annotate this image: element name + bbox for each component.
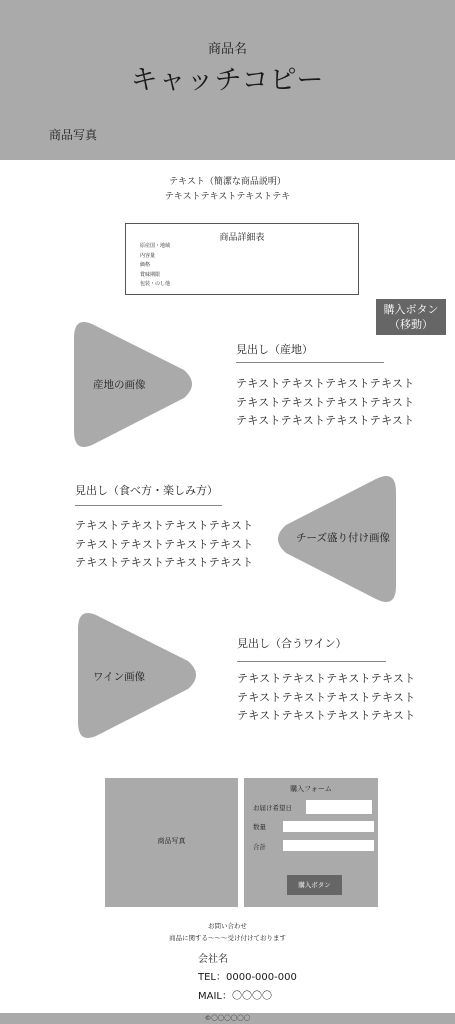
section-heading-origin: 見出し（産地） [236, 343, 313, 356]
buy-button-floating[interactable] [376, 299, 446, 335]
cheese-image-label: チーズ盛り付け画像 [296, 532, 390, 544]
detail-item: 内容量 [140, 252, 156, 259]
origin-image-label: 産地の画像 [93, 379, 146, 391]
hero-photo-label: 商品写真 [49, 128, 98, 142]
quantity-input[interactable] [283, 821, 374, 832]
hero-banner [0, 0, 455, 160]
total-label: 合計 [253, 843, 266, 851]
text-line: テキストテキストテキストテキスト [237, 690, 416, 704]
product-photo-label: 商品写真 [157, 837, 186, 845]
delivery-date-label: お届け希望日 [253, 804, 292, 812]
form-title: 購入フォーム [290, 785, 332, 793]
detail-item: 原産国・地域 [140, 243, 171, 249]
text-line: テキストテキストテキストテキスト [75, 556, 254, 569]
buy-button-sublabel: （移動） [389, 318, 433, 331]
detail-item: 価格 [140, 262, 151, 268]
purchase-submit-button[interactable]: 購入ボタン [287, 875, 342, 895]
detail-item: 賞味期限 [140, 271, 161, 278]
footer-copyright: ©〇〇〇〇〇〇 [0, 1013, 455, 1024]
company-name: 会社名 [198, 954, 228, 965]
company-mail[interactable]: MAIL：〇〇〇〇 [198, 991, 272, 1002]
catch-copy: キャッチコピー [130, 65, 325, 96]
section-text-enjoy [75, 517, 253, 573]
detail-list [140, 242, 170, 290]
contact-title: お問い合わせ [208, 922, 247, 930]
total-field [283, 840, 374, 851]
buy-button-label: 購入ボタン [383, 303, 439, 316]
contact-subtitle: 商品に関する〜〜〜受け付けております [169, 934, 286, 942]
text-line: テキストテキストテキストテキスト [236, 395, 415, 409]
description-line-1: テキスト（簡潔な商品説明） [169, 177, 286, 187]
product-detail-table [125, 223, 359, 295]
text-line: テキストテキストテキストテキスト [236, 414, 415, 427]
company-tel: TEL：0000-000-000 [198, 972, 297, 983]
quantity-label: 数量 [253, 823, 266, 831]
text-line: テキストテキストテキストテキスト [75, 537, 254, 551]
purchase-form [244, 778, 378, 907]
delivery-date-input[interactable] [306, 800, 372, 814]
text-line: テキストテキストテキストテキスト [237, 672, 416, 685]
text-line: テキストテキストテキストテキスト [237, 709, 416, 722]
section-text-wine [237, 670, 415, 726]
heading-divider [75, 505, 222, 506]
detail-item: 包装・のし他 [140, 281, 171, 287]
purchase-product-photo [105, 778, 238, 907]
description-line-2: テキストテキストテキストテキ [164, 192, 291, 202]
section-heading-enjoy: 見出し（食べ方・楽しみ方） [75, 484, 218, 497]
section-text-origin [236, 375, 414, 431]
text-line: テキストテキストテキストテキスト [75, 519, 254, 532]
detail-table-title: 商品詳細表 [219, 233, 265, 243]
heading-divider [236, 362, 384, 363]
heading-divider [237, 661, 386, 662]
text-line: テキストテキストテキストテキスト [236, 377, 415, 390]
section-heading-wine: 見出し（合うワイン） [237, 637, 347, 650]
product-name: 商品名 [207, 42, 247, 57]
wine-image-label: ワイン画像 [93, 671, 146, 683]
